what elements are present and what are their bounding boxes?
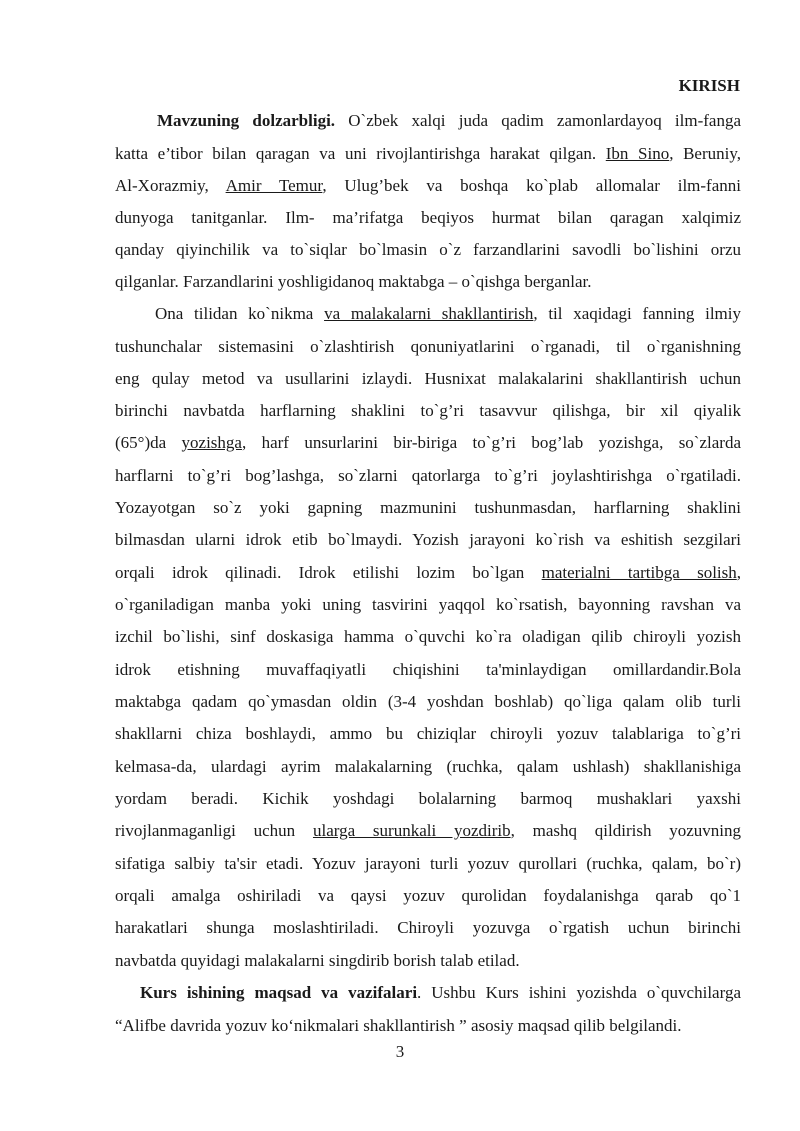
paragraph-line: orqali amalga oshiriladi va qaysi yozuv qurolidan foydalanishga qarab qo`1 <box>115 886 741 905</box>
hyperlink[interactable]: materialni tartibga solish <box>541 563 737 582</box>
paragraph-line: izchil bo`lishi, sinf doskasiga hamma o`quvchi ko`ra oladigan qilib chiroyli yozish <box>115 627 741 646</box>
paragraph-line: birinchi navbatda harflarning shaklini to`g’ri tasavvur qilishga, bir xil qiyalik <box>115 401 741 420</box>
hyperlink[interactable]: va malakalarni shakllantirish <box>324 304 534 323</box>
hyperlink[interactable]: yozishga <box>181 433 242 452</box>
text-run: , til xaqidagi fanning ilmiy <box>533 304 742 323</box>
text-run: , Beruniy, <box>669 144 741 163</box>
paragraph-line: dunyoga tanitganlar. Ilm- ma’rifatga beqiyos hurmat bilan qaragan xalqimiz <box>115 208 741 227</box>
paragraph-line: maktabga qadam qo`ymasdan oldin (3-4 yoshdan boshlab) qo`liga qalam olib turli <box>115 692 741 711</box>
text-run: Al-Xorazmiy, <box>115 176 226 195</box>
paragraph-line: navbatda quyidagi malakalarni singdirib borish talab etilad. <box>115 951 520 970</box>
paragraph-line: qanday qiyinchilik va to`siqlar bo`lmasin o`z farzandlarini savodli bo`lishini orzu <box>115 240 741 259</box>
text-run: (65°)da <box>115 433 182 452</box>
page-number: 3 <box>395 1042 405 1061</box>
paragraph-line: qilganlar. Farzandlarini yoshligidanoq maktabga – o`qishga berganlar. <box>115 272 592 291</box>
paragraph-line: idrok etishning muvaffaqiyatli chiqishini ta'minlaydigan omillardandir.Bola <box>115 660 741 679</box>
text-run: , mashq qildirish yozuvning <box>510 821 742 840</box>
hyperlink[interactable]: Ibn Sino <box>605 144 670 163</box>
text-run: , Ulug’bek va boshqa ko`plab allomalar ilm-fanni <box>322 176 741 195</box>
text-run: orqali idrok qilinadi. Idrok etilishi lozim bo`lgan <box>115 563 542 582</box>
paragraph-line: tushunchalar sistemasini o`zlashtirish qonuniyatlarini o`rganadi, til o`rganishning <box>115 337 741 356</box>
text-run: . Ushbu Kurs ishini yozishda o`quvchilarga <box>417 983 741 1002</box>
paragraph-line <box>115 562 741 584</box>
text-run: O`zbek xalqi juda qadim zamonlardayoq ilm-fanga <box>335 111 741 130</box>
paragraph-line: bilmasdan ularni idrok etib bo`lmaydi. Yozish jarayoni ko`rish va eshitish sezgilari <box>115 530 741 549</box>
bold-lead: Kurs ishining maqsad va vazifalari <box>140 983 418 1002</box>
paragraph-line: harakatlari shunga moslashtiriladi. Chiroyli yozuvga o`rgatish uchun birinchi <box>115 918 741 937</box>
paragraph-line <box>115 432 741 454</box>
section-heading: KIRISH <box>678 76 740 95</box>
paragraph-line: Yozayotgan so`z yoki gapning mazmunini tushunmasdan, harflarning shaklini <box>115 498 741 517</box>
paragraph-line: yordam beradi. Kichik yoshdagi bolalarning barmoq mushaklari yaxshi <box>115 789 741 808</box>
paragraph-line: “Alifbe davrida yozuv ko‘nikmalari shakllantirish ” asosiy maqsad qilib belgilandi. <box>115 1016 682 1035</box>
paragraph-line <box>115 175 741 197</box>
text-run: rivojlanmaganligi uchun <box>115 821 313 840</box>
paragraph-line: kelmasa-da, ulardagi ayrim malakalarning (ruchka, qalam ushlash) shakllanishiga <box>115 757 741 776</box>
paragraph-line <box>115 143 741 165</box>
text-run: , <box>736 563 742 582</box>
text-run: , harf unsurlarini bir-biriga to`g’ri bog’lab yozishga, so`zlarda <box>241 433 741 452</box>
paragraph-line: eng qulay metod va usullarini izlaydi. Husnixat malakalarini shakllantirish uchun <box>115 369 741 388</box>
paragraph-line: harflarni to`g’ri bog’lashga, so`zlarni qatorlarga to`g’ri joylashtirishga o`rgatiladi. <box>115 466 741 485</box>
paragraph-line: sifatiga salbiy ta'sir etadi. Yozuv jarayoni turli yozuv qurollari (ruchka, qalam, bo`r) <box>115 854 741 873</box>
text-run: katta e’tibor bilan qaragan va uni rivojlantirishga harakat qilgan. <box>115 144 606 163</box>
paragraph-line: shakllarni chiza boshlaydi, ammo bu chiziqlar chiroyli yozuv talablariga to`g’ri <box>115 724 741 743</box>
text-run: Ona tilidan ko`nikma <box>155 304 325 323</box>
hyperlink[interactable]: Amir Temur <box>225 176 323 195</box>
hyperlink[interactable]: ularga surunkali yozdirib <box>312 821 511 840</box>
paragraph-line <box>140 982 741 1004</box>
paragraph-line <box>157 110 741 132</box>
paragraph-line <box>155 303 741 325</box>
paragraph-line: o`rganiladigan manba yoki uning tasvirini yaqqol ko`rsatish, bayonning ravshan va <box>115 595 741 614</box>
paragraph-line <box>115 820 741 842</box>
bold-lead: Mavzuning dolzarbligi. <box>157 111 336 130</box>
